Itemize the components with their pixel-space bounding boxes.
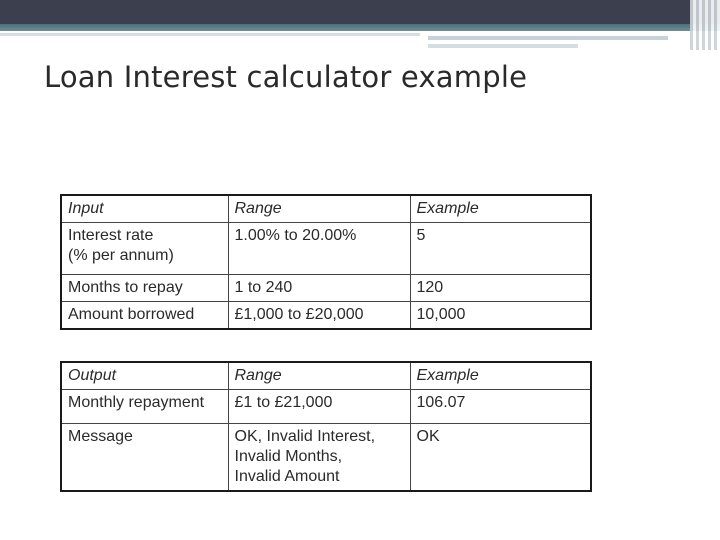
header-example: Example (410, 195, 591, 223)
header-range: Range (228, 362, 410, 390)
header-range: Range (228, 195, 410, 223)
output-table (60, 361, 592, 492)
row-range-line: OK, Invalid Interest, (234, 428, 376, 445)
row-example: 5 (410, 223, 591, 275)
row-range-line: Invalid Amount (234, 468, 340, 485)
table-row (61, 390, 591, 424)
input-table (60, 194, 592, 330)
slide-title: Loan Interest calculator example (44, 60, 528, 94)
row-range: 1 to 240 (228, 275, 410, 302)
row-example: 10,000 (410, 302, 591, 330)
row-label: Message (61, 424, 228, 492)
table-row (61, 424, 591, 492)
row-label-line: Interest rate (68, 227, 154, 244)
decorative-line (428, 44, 578, 48)
top-accent-stripe (0, 24, 720, 31)
row-example: 106.07 (410, 390, 591, 424)
top-banner-bar (0, 0, 720, 24)
row-range: £1 to £21,000 (228, 390, 410, 424)
row-example: OK (410, 424, 591, 492)
corner-stripes-light-decoration (690, 0, 720, 50)
row-label-line: (% per annum) (68, 247, 174, 264)
header-output: Output (61, 362, 228, 390)
table-header-row (61, 195, 591, 223)
decorative-line (428, 36, 668, 40)
row-range: 1.00% to 20.00% (228, 223, 410, 275)
table-header-row (61, 362, 591, 390)
row-range-line: Invalid Months, (234, 448, 343, 465)
row-label-text: Monthly repayment (68, 394, 205, 411)
row-example: 120 (410, 275, 591, 302)
header-example: Example (410, 362, 591, 390)
row-label (61, 390, 228, 424)
row-label: Months to repay (61, 275, 228, 302)
decorative-line (0, 33, 420, 36)
row-label (61, 223, 228, 275)
table-row (61, 302, 591, 330)
row-label: Amount borrowed (61, 302, 228, 330)
table-row (61, 275, 591, 302)
table-row (61, 223, 591, 275)
row-range (228, 424, 410, 492)
row-range: £1,000 to £20,000 (228, 302, 410, 330)
header-input: Input (61, 195, 228, 223)
